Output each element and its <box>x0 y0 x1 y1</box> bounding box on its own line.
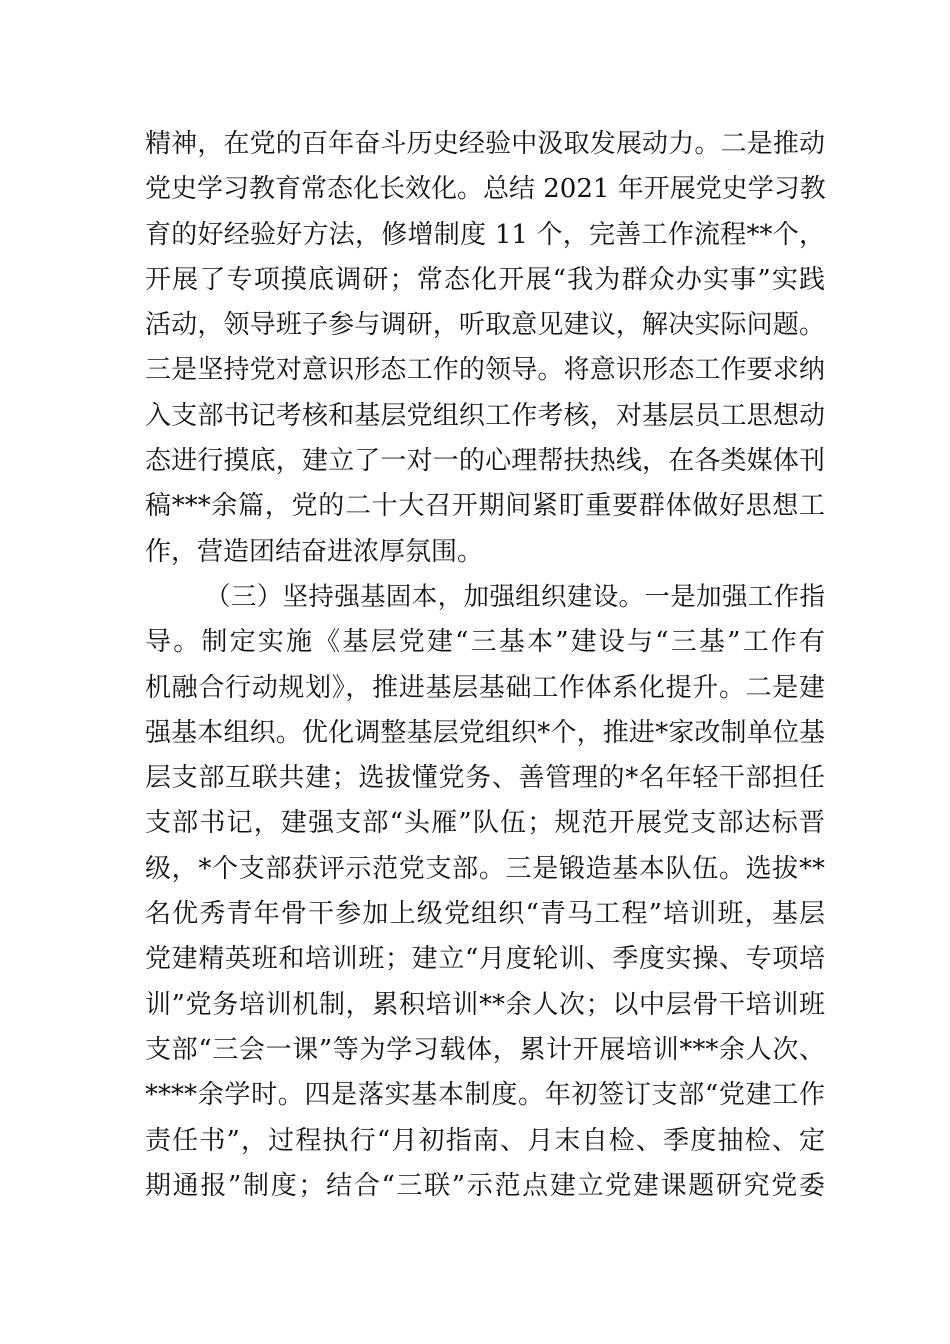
text-line-6: 三是坚持党对意识形态工作的领导。将意识形态工作要求纳 <box>145 355 825 386</box>
text-line-1: 精神，在党的百年奋斗历史经验中汲取发展动力。二是推动 <box>145 129 825 159</box>
text-line-10: 作，营造团结奋进浓厚氛围。 <box>145 536 484 567</box>
text-line-11: （三）坚持强基固本，加强组织建设。一是加强工作指 <box>205 581 825 612</box>
text-line-17: 级，*个支部获评示范党支部。三是锻造基本队伍。选拔** <box>145 853 825 884</box>
text-line-12: 导。制定实施《基层党建“三基本”建设与“三基”工作有 <box>145 627 825 658</box>
text-line-20: 训”党务培训机制，累积培训**余人次；以中层骨干培训班 <box>145 989 825 1020</box>
text-line-21: 支部“三会一课”等为学习载体，累计开展培训***余人次、 <box>145 1034 825 1065</box>
text-line-4: 开展了专项摸底调研；常态化开展“我为群众办实事”实践 <box>145 264 825 295</box>
body-text <box>145 122 825 1209</box>
text-line-23: 责任书”，过程执行“月初指南、月末自检、季度抽检、定 <box>145 1125 825 1156</box>
text-line-13: 机融合行动规划》，推进基层基础工作体系化提升。二是建 <box>145 672 825 703</box>
text-line-19: 党建精英班和培训班；建立“月度轮训、季度实操、专项培 <box>145 944 825 975</box>
text-line-8: 态进行摸底，建立了一对一的心理帮扶热线，在各类媒体刊 <box>145 446 825 477</box>
text-line-9: 稿***余篇，党的二十大召开期间紧盯重要群体做好思想工 <box>145 491 825 522</box>
text-line-18: 名优秀青年骨干参加上级党组织“青马工程”培训班，基层 <box>145 899 825 930</box>
text-line-5: 活动，领导班子参与调研，听取意见建议，解决实际问题。 <box>145 310 825 341</box>
text-line-16: 支部书记，建强支部“头雁”队伍；规范开展党支部达标晋 <box>145 808 825 839</box>
text-line-3: 育的好经验好方法，修增制度 11 个，完善工作流程**个， <box>145 219 825 250</box>
text-line-2: 党史学习教育常态化长效化。总结 2021 年开展党史学习教 <box>145 174 826 205</box>
text-line-15: 层支部互联共建；选拔懂党务、善管理的*名年轻干部担任 <box>145 763 825 794</box>
text-line-14: 强基本组织。优化调整基层党组织*个，推进*家改制单位基 <box>145 717 825 748</box>
text-line-22: ****余学时。四是落实基本制度。年初签订支部“党建工作 <box>145 1080 825 1111</box>
text-line-24: 期通报”制度；结合“三联”示范点建立党建课题研究党委 <box>145 1170 825 1201</box>
text-line-7: 入支部书记考核和基层党组织工作考核，对基层员工思想动 <box>145 400 825 431</box>
